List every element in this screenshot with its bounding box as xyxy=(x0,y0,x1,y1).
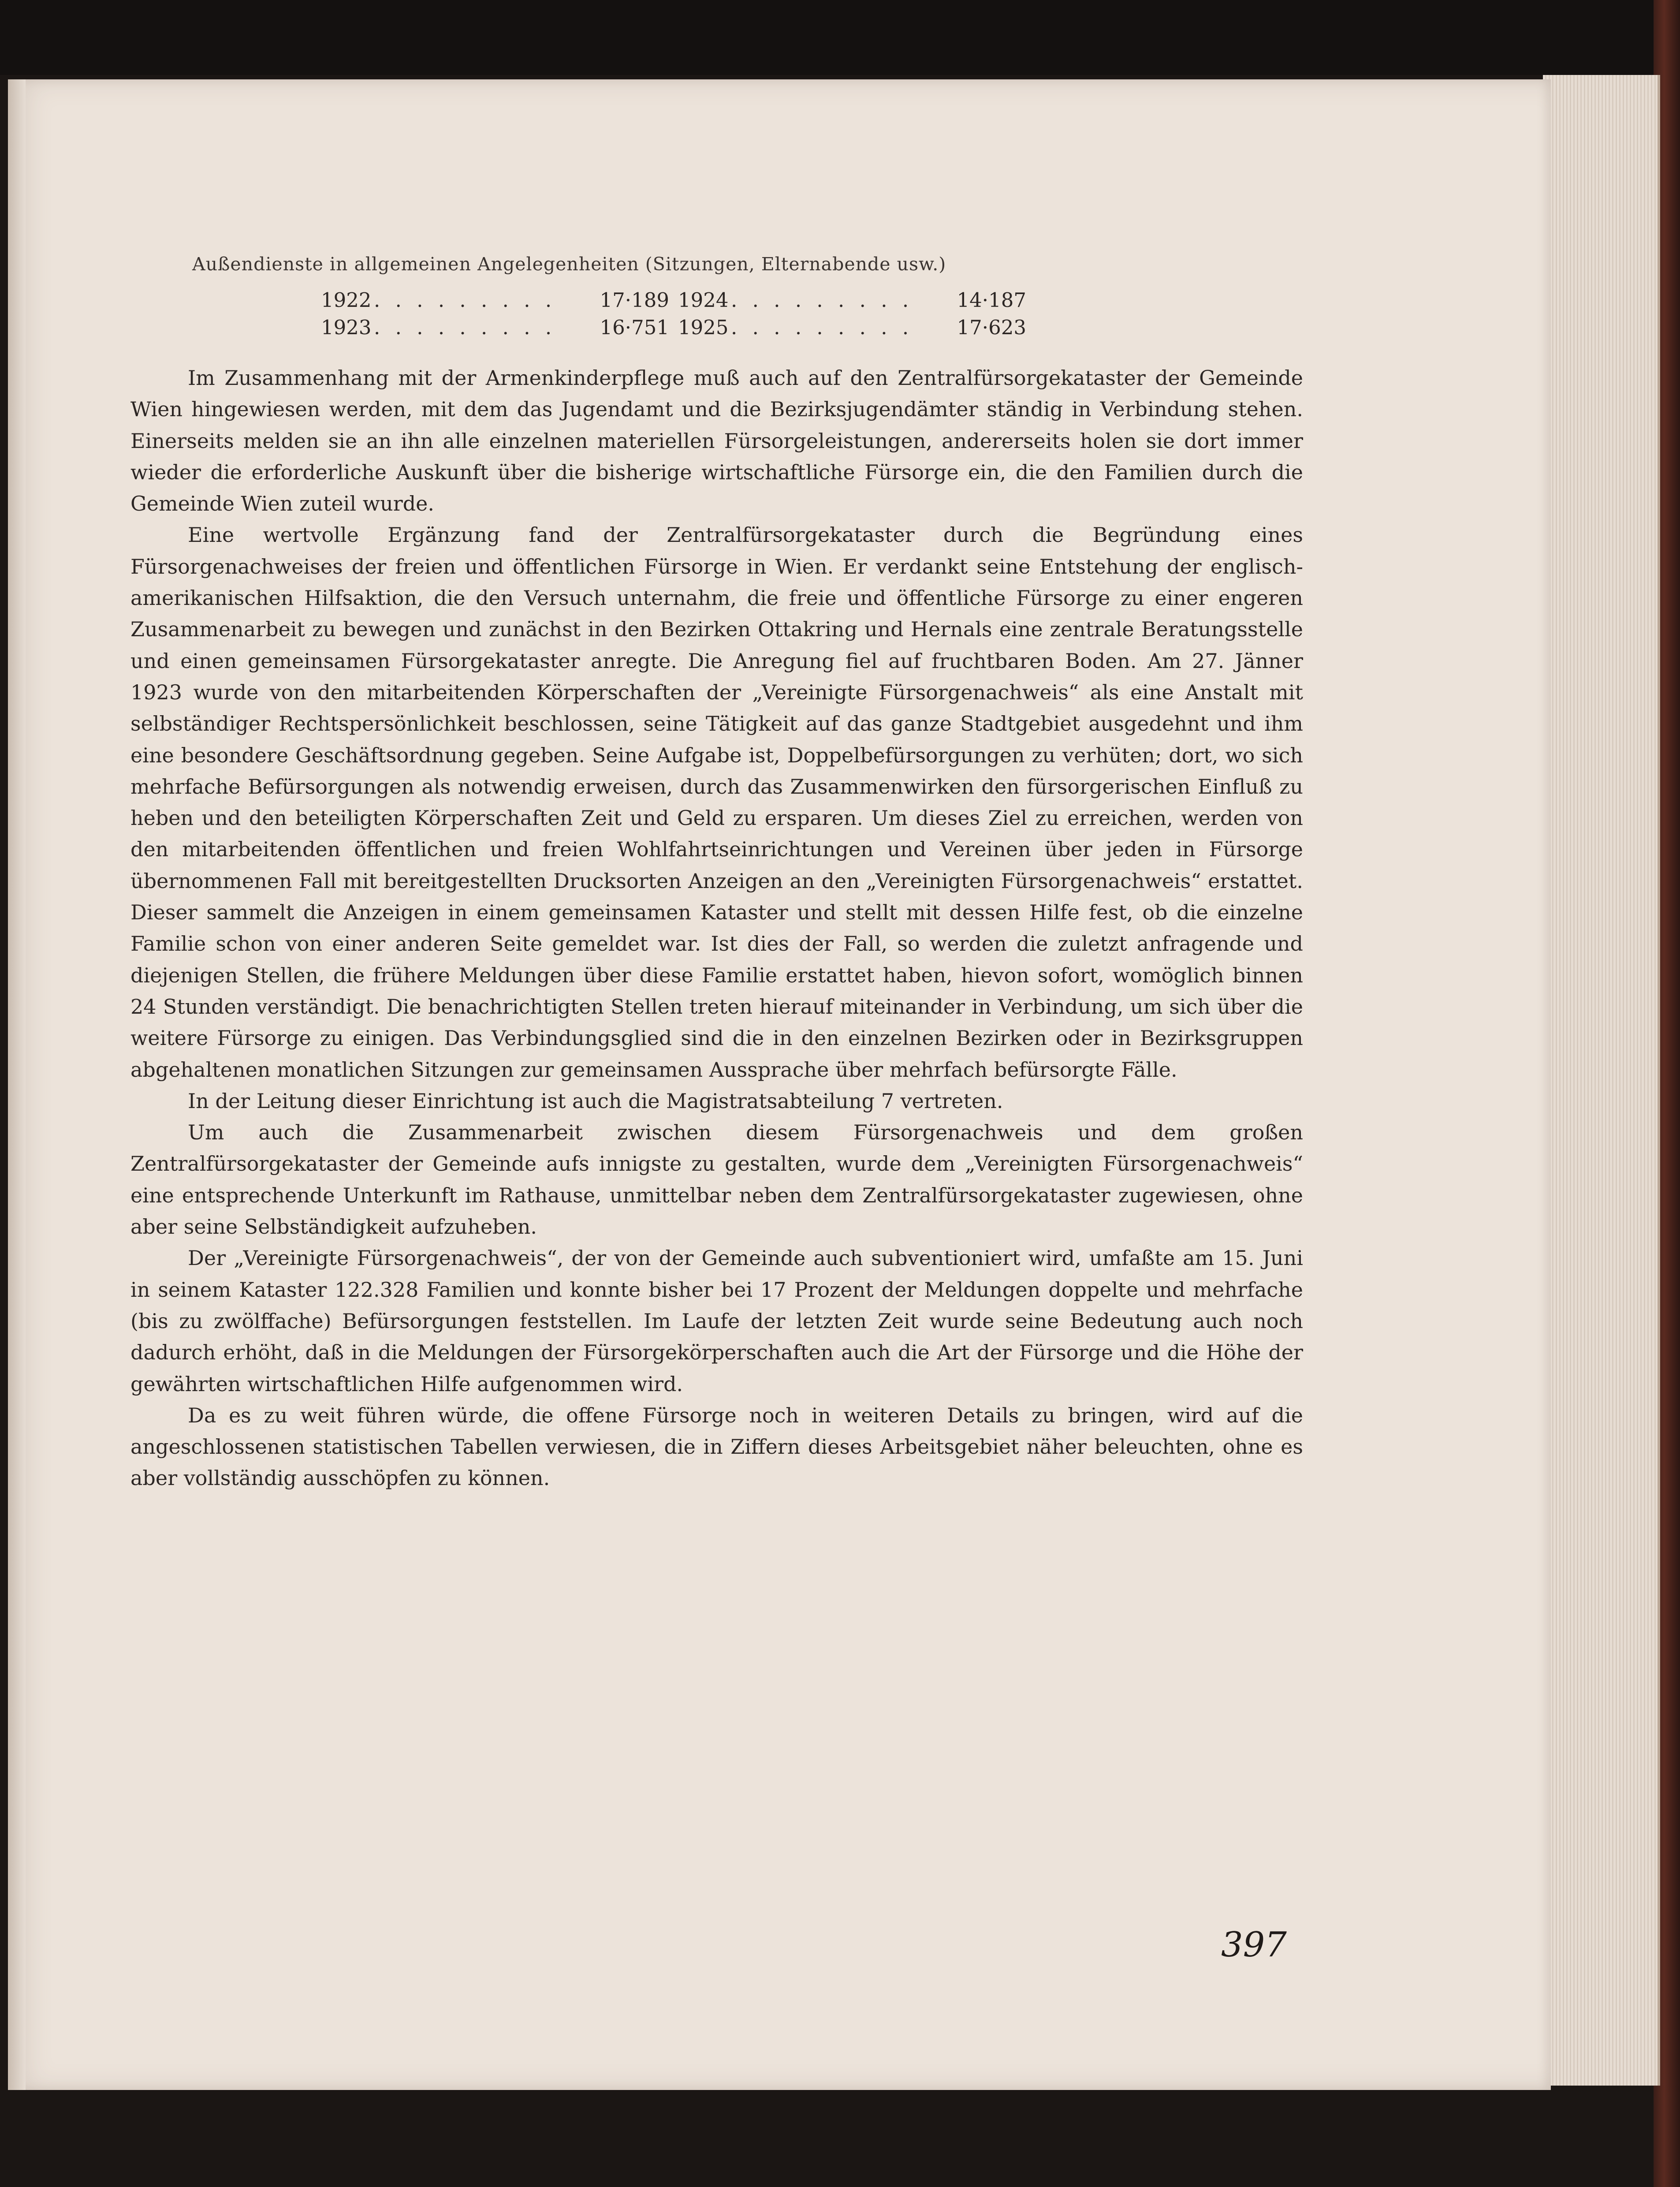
year-cell: 1922 xyxy=(321,288,372,312)
table-row xyxy=(321,314,1303,341)
value-cell: 17·623 xyxy=(957,316,1026,339)
year-cell: 1923 xyxy=(321,316,372,339)
table-heading: Außendienste in allgemeinen Angelegenheiten (Sitzungen, Elternabende usw.) xyxy=(192,254,946,275)
year-cell: 1924 xyxy=(678,288,729,312)
paragraph: Im Zusammenhang mit der Armenkinderpflege muß auch auf den Zentralfürsorgekataster der Gemeinde Wien hingewiesen werden, mit dem das Jugendamt und die Bezirksjugendämter ständig in Verbindung stehen. Einerseits melden sie an ihn alle einzelnen materiellen Fürsorgeleistungen, andererseits holen sie dort immer wieder die erforderliche Auskunft über die bisherige wirtschaftliche Fürsorge ein, die den Familien durch die Gemeinde Wien zuteil wurde. xyxy=(130,366,1303,516)
book-cover-top xyxy=(0,0,1680,75)
page-content xyxy=(130,250,1303,1494)
page-edges xyxy=(1543,75,1660,2086)
leader-dots: . . . . . . . . . xyxy=(731,288,913,312)
value-cell: 16·751 xyxy=(600,316,669,339)
table-row xyxy=(321,287,1303,314)
leader-dots: . . . . . . . . . xyxy=(731,316,913,339)
page-number: 397 xyxy=(1221,1925,1287,1965)
paragraph: Da es zu weit führen würde, die offene Fürsorge noch in weiteren Details zu bringen, wird auf die angeschlossenen statistischen Tabellen verwiesen, die in Ziffern dieses Arbeitsgebiet näher beleuchten, ohne es aber vollständig ausschöpfen zu können. xyxy=(130,1403,1303,1490)
paragraph: Der „Vereinigte Fürsorgenachweis“, der von der Gemeinde auch subventioniert wird, umfaßte am 15. Juni in seinem Kataster 122.328 Familien und konnte bisher bei 17 Prozent der Meldungen doppelte und mehrfache (bis zu zwölffache) Befürsorgungen feststellen. Im Laufe der letzten Zeit wurde seine Bedeutung auch noch dadurch erhöht, daß in die Meldungen der Fürsorgekörperschaften auch die Art der Fürsorge und die Höhe der gewährten wirtschaftlichen Hilfe aufgenommen wird. xyxy=(130,1246,1303,1396)
paragraph: Um auch die Zusammenarbeit zwischen diesem Fürsorgenachweis und dem großen Zentralfürsorgekataster der Gemeinde aufs innigste zu gestalten, wurde dem „Vereinigten Fürsorgenachweis“ eine entsprechende Unterkunft im Rathause, unmittelbar neben dem Zentralfürsorgekataster zugewiesen, ohne aber seine Selbständigkeit aufzuheben. xyxy=(130,1120,1303,1239)
leader-dots: . . . . . . . . . xyxy=(374,288,556,312)
paragraph: In der Leitung dieser Einrichtung ist auch die Magistratsabteilung 7 vertreten. xyxy=(188,1089,1003,1113)
paragraph: Eine wertvolle Ergänzung fand der Zentralfürsorgekataster durch die Begründung eines Fürsorgenachweises der freien und öffentlichen Fürsorge in Wien. Er verdankt seine Entstehung der englisch-amerikanischen Hilfsaktion, die den Versuch unternahm, die freie und öffentliche Fürsorge zu einer engeren Zusammenarbeit zu bewegen und zunächst in den Bezirken Ottakring und Hernals eine zentrale Beratungsstelle und einen gemeinsamen Fürsorgekataster anregte. Die Anregung fiel auf fruchtbaren Boden. Am 27. Jänner 1923 wurde von den mitarbeitenden Körperschaften der „Vereinigte Fürsorgenachweis“ als eine Anstalt mit selbständiger Rechtspersönlichkeit beschlossen, seine Tätigkeit auf das ganze Stadtgebiet ausgedehnt und ihm eine besondere Geschäftsordnung gegeben. Seine Aufgabe ist, Doppelbefürsorgungen zu verhüten; dort, wo sich mehrfache Befürsorgungen als notwendig erweisen, durch das Zusammenwirken den fürsorgerischen Einfluß zu heben und den beteiligten Körperschaften Zeit und Geld zu ersparen. Um dieses Ziel zu erreichen, werden von den mitarbeitenden öffentlichen und freien Wohlfahrtseinrichtungen und Vereinen über jeden in Fürsorge übernommenen Fall mit bereitgestellten Drucksorten Anzeigen an den „Vereinigten Fürsorgenachweis“ erstattet. Dieser sammelt die Anzeigen in einem gemeinsamen Kataster und stellt mit dessen Hilfe fest, ob die einzelne Familie schon von einer anderen Seite gemeldet war. Ist dies der Fall, so werden die zuletzt anfragende und diejenigen Stellen, die frühere Meldungen über diese Familie erstattet haben, hievon sofort, womöglich binnen 24 Stunden verständigt. Die benachrichtigten Stellen treten hierauf miteinander in Verbindung, um sich über die weitere Fürsorge zu einigen. Das Verbindungsglied sind die in den einzelnen Bezirken oder in Bezirksgruppen abgehaltenen monatlichen Sitzungen zur gemeinsamen Aussprache über mehrfach befürsorgte Fälle. xyxy=(130,523,1303,1082)
book-page xyxy=(8,79,1551,2090)
leader-dots: . . . . . . . . . xyxy=(374,316,556,339)
value-cell: 17·189 xyxy=(600,288,669,312)
statistics-table xyxy=(321,287,1303,341)
body-text xyxy=(130,362,1303,1494)
page-gutter xyxy=(8,79,26,2090)
value-cell: 14·187 xyxy=(957,288,1026,312)
year-cell: 1925 xyxy=(678,316,729,339)
